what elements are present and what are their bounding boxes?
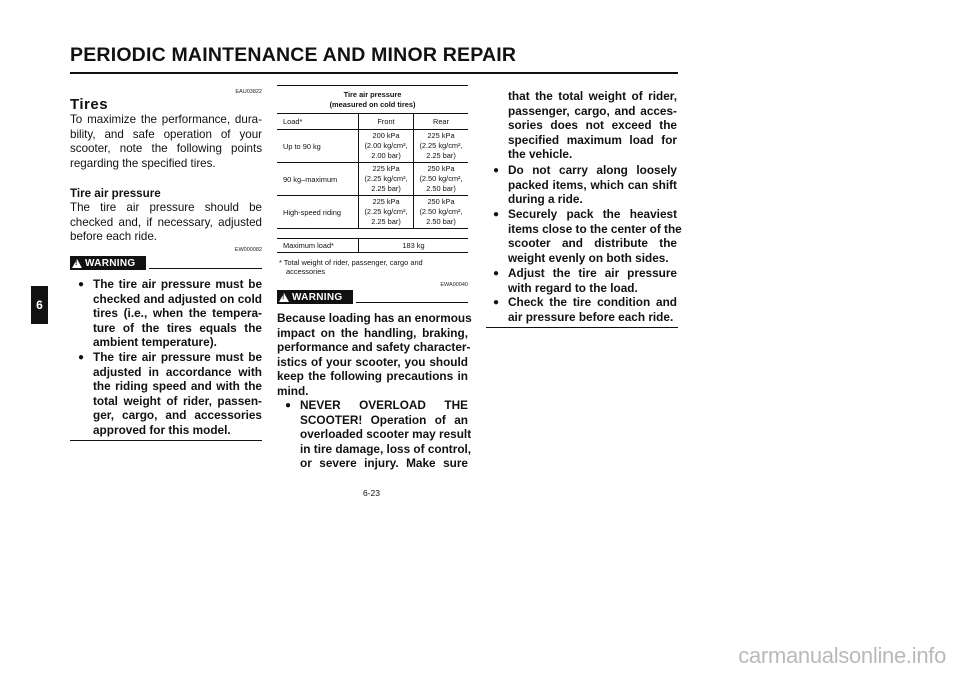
warning-bullet-1 xyxy=(93,277,262,350)
table-title-line: (measured on cold tires) xyxy=(329,99,416,109)
warning-badge xyxy=(277,290,353,304)
text-line: tires (i.e., when the tempera- xyxy=(93,306,262,321)
tire-pressure-table xyxy=(277,85,468,253)
bullet-icon: ● xyxy=(493,297,500,308)
footnote-line: accessories xyxy=(286,267,326,276)
rear-cell xyxy=(414,130,468,163)
text-line: Securely pack the heaviest xyxy=(508,207,677,221)
precaution-item xyxy=(508,295,677,324)
text-line: To maximize the performance, dura- xyxy=(70,113,262,126)
rear-cell xyxy=(414,163,468,196)
bullet-icon: ● xyxy=(493,209,500,220)
text-line: scooter, note the following points xyxy=(70,142,262,156)
text-line: ture of the tires equals the xyxy=(93,320,262,335)
section-code: EAU03822 xyxy=(235,89,262,95)
text-line: passenger, cargo, and acces- xyxy=(508,103,677,118)
text-line: performance and safety character- xyxy=(277,340,471,355)
table-title-line: Tire air pressure xyxy=(343,89,402,99)
bullet-icon: ● xyxy=(78,352,85,363)
bullet-icon: ● xyxy=(493,165,500,176)
warning-label: WARNING xyxy=(85,257,136,269)
cell-line: 225 kPa xyxy=(372,164,400,173)
text-line: the vehicle. xyxy=(508,147,573,162)
cell-line: (2.25 kg/cm², xyxy=(364,174,408,183)
subheading: Tire air pressure xyxy=(70,187,161,200)
cell-line: 250 kPa xyxy=(427,164,455,173)
text-line: The tire air pressure must be xyxy=(93,350,262,364)
max-load-row xyxy=(277,239,468,253)
warning-icon xyxy=(279,293,289,302)
warning-end-rule xyxy=(70,440,262,441)
max-load-label: Maximum load* xyxy=(277,239,359,253)
text-line: specified maximum load for xyxy=(508,132,677,147)
intro-paragraph xyxy=(70,113,262,171)
cell-line: (2.25 kg/cm², xyxy=(364,207,408,216)
front-cell xyxy=(359,163,414,196)
cell-line: (2.50 kg/cm², xyxy=(419,207,463,216)
warning-bullet-2 xyxy=(93,350,262,438)
text-line: during a ride. xyxy=(508,192,583,207)
page-title: PERIODIC MAINTENANCE AND MINOR REPAIR xyxy=(70,44,517,66)
text-line: Check the tire condition and xyxy=(508,295,677,309)
cell-line: 2.00 bar) xyxy=(371,151,401,160)
text-line: ambient temperature). xyxy=(93,335,217,350)
cell-line: 225 kPa xyxy=(427,131,455,140)
warning-rule xyxy=(356,302,468,303)
warning-label: WARNING xyxy=(292,291,343,303)
bullet-icon: ● xyxy=(493,268,500,279)
col-header-load: Load* xyxy=(277,114,359,130)
bullet-icon: ● xyxy=(78,279,85,290)
warning-paragraph xyxy=(277,311,472,399)
text-line: in tire damage, loss of control, xyxy=(300,441,472,456)
warning-icon xyxy=(72,259,82,268)
warning-code: EW000082 xyxy=(234,247,262,253)
text-line: The tire air pressure must be xyxy=(93,277,262,291)
text-line: before each ride. xyxy=(70,230,158,244)
text-line: impact on the handling, braking, xyxy=(277,325,468,340)
max-load-value: 183 kg xyxy=(359,239,468,253)
text-line: approved for this model. xyxy=(93,422,231,437)
text-line: air pressure before each ride. xyxy=(508,309,674,324)
precaution-item xyxy=(508,266,677,295)
text-line: weight evenly on both sides. xyxy=(508,250,669,265)
text-line: the riding speed and with the xyxy=(93,379,262,394)
text-line: SCOOTER! Operation of an xyxy=(300,412,468,427)
table-header-row xyxy=(277,114,468,130)
text-line: sories does not exceed the xyxy=(508,118,677,133)
text-line: or severe injury. Make sure xyxy=(300,456,468,471)
text-line: overloaded scooter may result xyxy=(300,427,472,442)
chapter-tab: 6 xyxy=(31,286,48,324)
warning-bullet-overload xyxy=(300,398,472,471)
text-line: items close to the center of the xyxy=(508,221,682,236)
warning-code: EWA00040 xyxy=(440,282,468,288)
title-divider xyxy=(70,72,678,74)
text-line: The tire air pressure should be xyxy=(70,201,262,214)
table-title xyxy=(277,86,468,114)
rear-cell xyxy=(414,196,468,229)
load-cell: High-speed riding xyxy=(277,196,359,229)
warning-end-rule xyxy=(486,327,678,328)
text-line: mind. xyxy=(277,383,309,398)
text-line: NEVER OVERLOAD THE xyxy=(300,398,468,412)
cell-line: 2.25 bar) xyxy=(371,217,401,226)
table-row xyxy=(277,163,468,196)
col-header-rear: Rear xyxy=(414,114,468,130)
bullet-icon: ● xyxy=(285,400,292,411)
text-line: packed items, which can shift xyxy=(508,177,677,192)
text-line: istics of your scooter, you should xyxy=(277,354,468,369)
precaution-item xyxy=(508,163,677,207)
warning-rule xyxy=(149,268,262,269)
section-heading: Tires xyxy=(70,96,109,113)
text-line: checked and, if necessary, adjusted xyxy=(70,215,262,229)
text-line: with regard to the load. xyxy=(508,280,638,295)
table-footnote xyxy=(279,258,423,276)
text-line: Do not carry along loosely xyxy=(508,163,677,177)
cell-line: 2.50 bar) xyxy=(426,184,456,193)
col-header-front: Front xyxy=(359,114,414,130)
text-line: bility, and safe operation of your xyxy=(70,127,262,141)
page-number: 6-23 xyxy=(363,488,381,498)
text-line: Because loading has an enormous xyxy=(277,311,472,325)
cell-line: (2.50 kg/cm², xyxy=(419,174,463,183)
cell-line: 200 kPa xyxy=(372,131,400,140)
table-row xyxy=(277,196,468,229)
bullet-continuation xyxy=(508,89,677,162)
text-line: that the total weight of rider, xyxy=(508,89,677,103)
cell-line: 250 kPa xyxy=(427,197,455,206)
pressure-paragraph xyxy=(70,201,262,245)
text-line: scooter and distribute the xyxy=(508,236,677,251)
cell-line: 225 kPa xyxy=(372,197,400,206)
text-line: keep the following precautions in xyxy=(277,369,468,384)
table-spacer xyxy=(277,229,468,239)
cell-line: 2.25 bar) xyxy=(371,184,401,193)
text-line: checked and adjusted on cold xyxy=(93,291,262,306)
text-line: regarding the specified tires. xyxy=(70,156,216,170)
cell-line: (2.00 kg/cm², xyxy=(364,141,408,150)
cell-line: 2.25 bar) xyxy=(426,151,456,160)
text-line: adjusted in accordance with xyxy=(93,364,262,379)
load-cell: Up to 90 kg xyxy=(277,130,359,163)
front-cell xyxy=(359,130,414,163)
cell-line: 2.50 bar) xyxy=(426,217,456,226)
watermark: carmanualsonline.info xyxy=(738,643,946,668)
text-line: Adjust the tire air pressure xyxy=(508,266,677,280)
front-cell xyxy=(359,196,414,229)
precaution-item xyxy=(508,207,682,265)
footnote-line: * Total weight of rider, passenger, cargo and xyxy=(279,258,423,267)
text-line: ger, cargo, and accessories xyxy=(93,408,262,423)
warning-badge xyxy=(70,256,146,270)
table-row xyxy=(277,130,468,163)
text-line: total weight of rider, passen- xyxy=(93,393,262,408)
load-cell: 90 kg–maximum xyxy=(277,163,359,196)
cell-line: (2.25 kg/cm², xyxy=(419,141,463,150)
